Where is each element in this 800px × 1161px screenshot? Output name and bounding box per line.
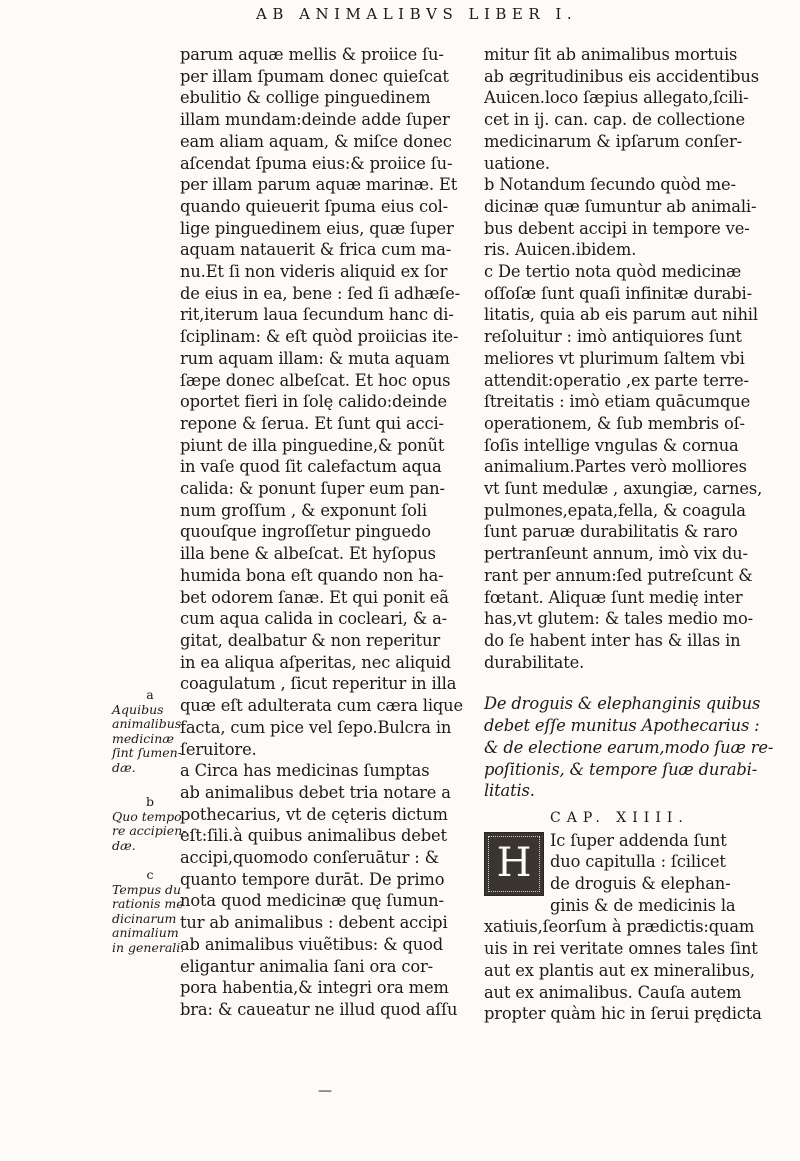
text-line: num groſſum , & exponunt ſoli (180, 500, 427, 520)
text-line: propter quàm hic in ſerui prędicta (484, 1004, 762, 1024)
margin-note-b (112, 794, 187, 853)
text-line: Auicen.loco ſæpius allegato,ſcili- (484, 88, 749, 108)
text-line: animalium.Partes verò molliores (484, 457, 747, 477)
text-line: calida: & ponunt ſuper eum pan- (180, 479, 445, 499)
heading-line: poſitionis, & tempore ſuæ durabi- (484, 759, 758, 779)
text-line: uis in rei veritate omnes tales ſint (484, 939, 758, 959)
text-line: ginis & de medicinis la (550, 895, 736, 915)
text-line: nota quod medicinæ quę ſumun- (180, 891, 444, 911)
margin-text-line: Aquibus (112, 701, 164, 717)
margin-text-line: ſint ſumen- (112, 745, 182, 760)
margin-text-line: Quo tempo (112, 808, 182, 824)
footer-mark: — (318, 1083, 332, 1099)
left-column (180, 44, 465, 1021)
text-line: a Circa has medicinas ſumptas (180, 761, 430, 781)
text-line: has,vt glutem: & tales medio mo- (484, 609, 753, 629)
text-line: rant per annum:ſed putreſcunt & (484, 565, 753, 585)
text-line: operationem, & ſub membris oſ- (484, 413, 745, 433)
right-column (484, 44, 772, 1025)
text-line: duo capitulla : ſcilicet (550, 852, 726, 872)
text-line: ſoſis intellige vngulas & cornua (484, 435, 739, 455)
margin-text-line: Tempus du (112, 881, 182, 897)
text-line: tur ab animalibus : debent accipi (180, 913, 448, 933)
text-line: dicinæ quæ ſumuntur ab animali- (484, 196, 757, 216)
text-line: durabilitate. (484, 652, 585, 672)
running-header: AB ANIMALIBVS LIBER I. (256, 5, 578, 23)
text-line: ſciplinam: & eſt quòd proiicias ite- (180, 327, 459, 347)
text-line: ſæpe donec albeſcat. Et hoc opus (180, 370, 451, 390)
heading-line: De droguis & elephanginis quibus (484, 694, 761, 714)
text-line: Ic ſuper addenda ſunt (550, 830, 727, 850)
text-line: quando quieuerit ſpuma eius col- (180, 196, 449, 216)
text-line: mitur ſit ab animalibus mortuis (484, 45, 738, 64)
text-line: quanto tempore durāt. De primo (180, 869, 445, 889)
margin-text-line: rationis me (112, 896, 184, 911)
text-line: bra: & caueatur ne illud quod aſſu (180, 999, 458, 1019)
text-line: reſoluitur : imò antiquiores ſunt (484, 327, 742, 347)
text-line: ab animalibus debet tria notare a (180, 782, 451, 802)
text-line: eſt:ſili.à quibus animalibus debet (180, 826, 447, 846)
text-line: ab ægritudinibus eis accidentibus (484, 66, 759, 86)
text-line: aquam natauerit & frica cum ma- (180, 240, 452, 260)
margin-text-line: dæ. (112, 837, 136, 853)
text-line: oportet fieri in ſolę calido:deinde (180, 392, 447, 412)
text-line: ebulitio & collige pinguedinem (180, 88, 431, 108)
text-line: rit,iterum laua ſecundum hanc di- (180, 305, 454, 325)
margin-text-line: re accipien- (112, 823, 187, 838)
margin-text-line: in generali. (112, 939, 185, 955)
text-line: illam mundam:deinde adde ſuper (180, 110, 450, 130)
text-line: gitat, dealbatur & non reperitur (180, 630, 440, 650)
text-line: ab animalibus viuẽtibus: & quod (180, 934, 444, 954)
text-line: illa bene & albeſcat. Et hyſopus (180, 544, 436, 564)
margin-letter-c: c (146, 867, 154, 882)
text-line: repone & ſerua. Et ſunt qui acci- (180, 413, 444, 433)
margin-text-line: dæ. (112, 759, 136, 775)
text-line: per illam ſpumam donec quieſcat (180, 66, 449, 86)
heading-line: litatis. (484, 781, 535, 801)
text-line: lige pinguedinem eius, quæ ſuper (180, 218, 454, 238)
text-line: fœtant. Aliquæ ſunt medię inter (484, 587, 743, 607)
heading-line: debet eſſe munitus Apothecarius : (484, 716, 760, 736)
text-line: nu.Et ſi non videris aliquid ex ſor (180, 262, 448, 282)
text-line: quouſque ingroſſetur pinguedo (180, 522, 431, 542)
decorated-initial-block (484, 830, 772, 917)
text-line: rum aquam illam: & muta aquam (180, 348, 450, 368)
text-line: litatis, quia ab eis parum aut nihil (484, 305, 758, 325)
text-line: pulmones,epata,fella, & coagula (484, 500, 746, 520)
text-line: aut ex animalibus. Cauſa autem (484, 982, 742, 1002)
text-line: pothecarius, vt de cęteris dictum (180, 804, 448, 824)
text-line: bus debent accipi in tempore ve- (484, 218, 750, 238)
margin-letter-a: a (146, 687, 154, 702)
text-line: facta, cum pice vel ſepo.Bulcra in (180, 717, 452, 737)
text-line: do ſe habent inter has & illas in (484, 630, 741, 650)
decorated-initial-h: H (484, 832, 544, 896)
text-line: c De tertio nota quòd medicinæ (484, 262, 742, 282)
margin-note-c (112, 867, 185, 955)
text-line: humida bona eſt quando non ha- (180, 565, 444, 585)
text-line: oſſoſæ ſunt quaſi infinitæ durabi- (484, 283, 752, 303)
text-line: attendit:operatio ,ex parte terre- (484, 370, 749, 390)
text-line: accipi,quomodo conſeruātur : & (180, 848, 439, 868)
text-line: vt ſunt medulæ , axungiæ, carnes, (484, 479, 763, 499)
heading-line: & de electione earum,modo ſuæ re- (484, 737, 774, 757)
text-line: cum aqua calida in cocleari, & a- (180, 609, 447, 629)
text-line: ris. Auicen.ibidem. (484, 240, 637, 260)
initial-lines (550, 830, 772, 917)
right-column-bottom-text (484, 916, 772, 1025)
text-line: in ea aliqua aſperitas, nec aliquid (180, 652, 451, 672)
margin-letter-b: b (145, 794, 154, 809)
text-line: eligantur animalia ſani ora cor- (180, 956, 433, 976)
text-line: de droguis & elephan- (550, 874, 731, 894)
text-line: b Notandum ſecundo quòd me- (484, 175, 736, 195)
margin-note-a (112, 687, 182, 775)
chapter-heading (484, 693, 772, 802)
margin-text-line: animalibus (112, 716, 182, 731)
text-line: ſunt paruæ durabilitatis & raro (484, 522, 738, 542)
margin-text-line: medicinæ (112, 730, 175, 746)
text-line: de eius in ea, bene : ſed ſi adhæſe- (180, 283, 461, 303)
text-line: bet odorem ſanæ. Et qui ponit eã (180, 587, 449, 607)
text-line: cet in ij. can. cap. de collectione (484, 110, 745, 130)
text-line: uatione. (484, 153, 550, 173)
text-line: aſcendat ſpuma eius:& proiice ſu- (180, 153, 453, 173)
text-line: pertranſeunt annum, imò vix du- (484, 544, 748, 564)
text-line: ſtreitatis : imò etiam quācumque (484, 392, 751, 412)
text-line: ſeruitore. (180, 739, 257, 759)
text-line: quæ eſt adulterata cum cæra lique (180, 696, 463, 716)
margin-text-line: animalium (112, 925, 179, 940)
text-line: piunt de illa pinguedine,& ponũt (180, 435, 445, 455)
margin-text-line: dicinarum (112, 910, 177, 926)
chapter-label: CAP. XIIII. (550, 809, 689, 826)
text-line: parum aquæ mellis & proiice ſu- (180, 45, 444, 64)
right-column-top-text (484, 44, 772, 673)
text-line: per illam parum aquæ marinæ. Et (180, 175, 458, 195)
text-line: pora habentia,& integri ora mem (180, 978, 449, 998)
text-line: meliores vt plurimum ſaltem vbi (484, 348, 745, 368)
text-line: in vaſe quod ſit calefactum aqua (180, 457, 442, 477)
text-line: eam aliam aquam, & miſce donec (180, 131, 452, 151)
text-line: medicinarum & ipſarum conſer- (484, 131, 743, 151)
text-line: xatiuis,ſeorſum à prædictis:quam (484, 917, 755, 937)
text-line: coagulatum , ſicut reperitur in illa (180, 674, 457, 694)
text-line: aut ex plantis aut ex mineralibus, (484, 960, 755, 980)
